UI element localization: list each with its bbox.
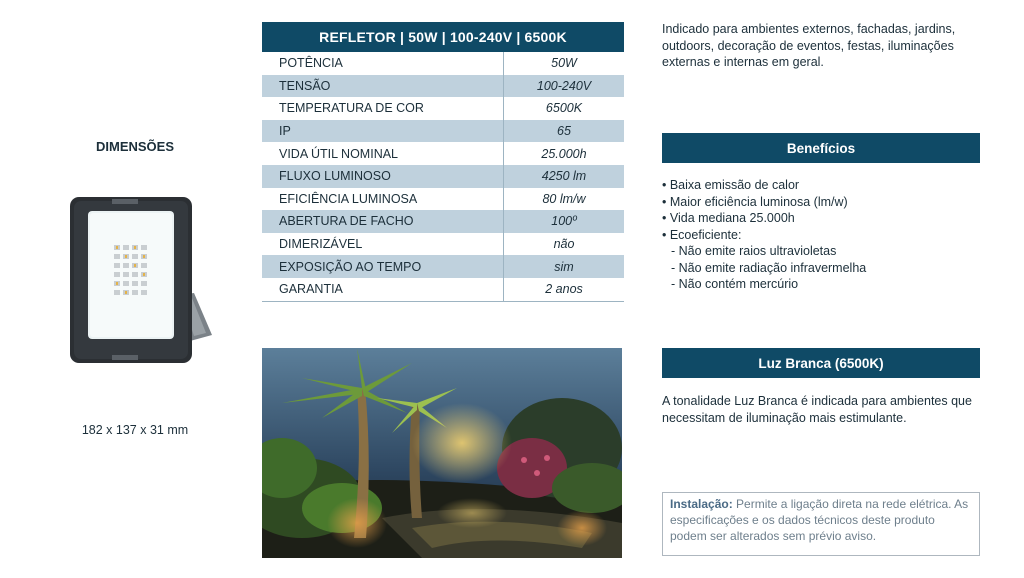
table-row <box>262 142 624 165</box>
dimensions-size: 182 x 137 x 31 mm <box>81 423 189 437</box>
spec-value: 100-240V <box>536 78 592 93</box>
table-row <box>262 120 624 143</box>
table-row <box>262 233 624 256</box>
table-row <box>262 165 624 188</box>
spec-label: FLUXO LUMINOSO <box>262 165 504 188</box>
benefits-list <box>662 177 980 293</box>
spec-table-bottom-rule <box>262 301 624 302</box>
table-row <box>262 188 624 211</box>
spec-label: GARANTIA <box>262 278 504 301</box>
table-row <box>262 52 624 75</box>
benefits-title-bar: Benefícios <box>662 133 980 163</box>
luz-branca-title-bar: Luz Branca (6500K) <box>662 348 980 378</box>
table-row <box>262 255 624 278</box>
spec-label: TENSÃO <box>262 75 504 98</box>
list-sub-item: - Não emite radiação infravermelha <box>671 260 867 275</box>
installation-label: Instalação: <box>670 497 733 511</box>
spec-label: TEMPERATURA DE COR <box>262 97 504 120</box>
spec-label: EFICIÊNCIA LUMINOSA <box>262 188 504 211</box>
spec-value: 25.000h <box>541 146 587 161</box>
list-item: • Maior eficiência luminosa (lm/w) <box>662 194 848 209</box>
spec-table-header: REFLETOR | 50W | 100-240V | 6500K <box>262 22 624 52</box>
luz-branca-text: A tonalidade Luz Branca é indicada para ambientes que necessitam de iluminação mais estimulante. <box>662 394 972 425</box>
spec-label: EXPOSIÇÃO AO TEMPO <box>262 255 504 278</box>
dimensions-title: DIMENSÕES <box>95 139 174 154</box>
spec-value: 2 anos <box>545 282 583 297</box>
list-sub-item: - Não emite raios ultravioletas <box>671 244 837 258</box>
table-row <box>262 97 624 120</box>
spec-label: IP <box>262 120 504 143</box>
spec-label: VIDA ÚTIL NOMINAL <box>262 142 504 165</box>
list-item: • Baixa emissão de calor <box>662 178 800 192</box>
spec-value: não <box>553 237 575 252</box>
spec-table <box>262 22 624 302</box>
spec-value: sim <box>554 259 574 274</box>
intro-text: Indicado para ambientes externos, fachadas, jardins, outdoors, decoração de eventos, festas, iluminações externas e internas em geral. <box>662 22 956 69</box>
spec-label: ABERTURA DE FACHO <box>262 210 504 233</box>
spec-table-body <box>262 52 624 301</box>
installation-note <box>662 492 980 556</box>
list-item: • Ecoeficiente: <box>662 227 742 242</box>
list-sub-item: - Não contém mercúrio <box>671 277 799 291</box>
spec-label: DIMERIZÁVEL <box>262 233 504 256</box>
spec-value: 6500K <box>545 101 583 116</box>
table-row <box>262 210 624 233</box>
spec-value: 65 <box>557 124 571 139</box>
floodlight-product-image <box>66 195 212 367</box>
garden-night-photo <box>262 348 622 558</box>
spec-value: 100º <box>551 214 577 229</box>
spec-value: 80 lm/w <box>542 191 586 206</box>
spec-value: 50W <box>551 56 577 71</box>
table-row <box>262 75 624 98</box>
table-row <box>262 278 624 301</box>
spec-value: 4250 lm <box>541 169 587 184</box>
installation-text: Permite a ligação direta na rede elétrica. As especificações e os dados técnicos deste produto podem ser alterados sem prévio aviso. <box>670 497 969 543</box>
spec-label: POTÊNCIA <box>262 52 504 75</box>
list-item: • Vida mediana 25.000h <box>662 211 795 225</box>
